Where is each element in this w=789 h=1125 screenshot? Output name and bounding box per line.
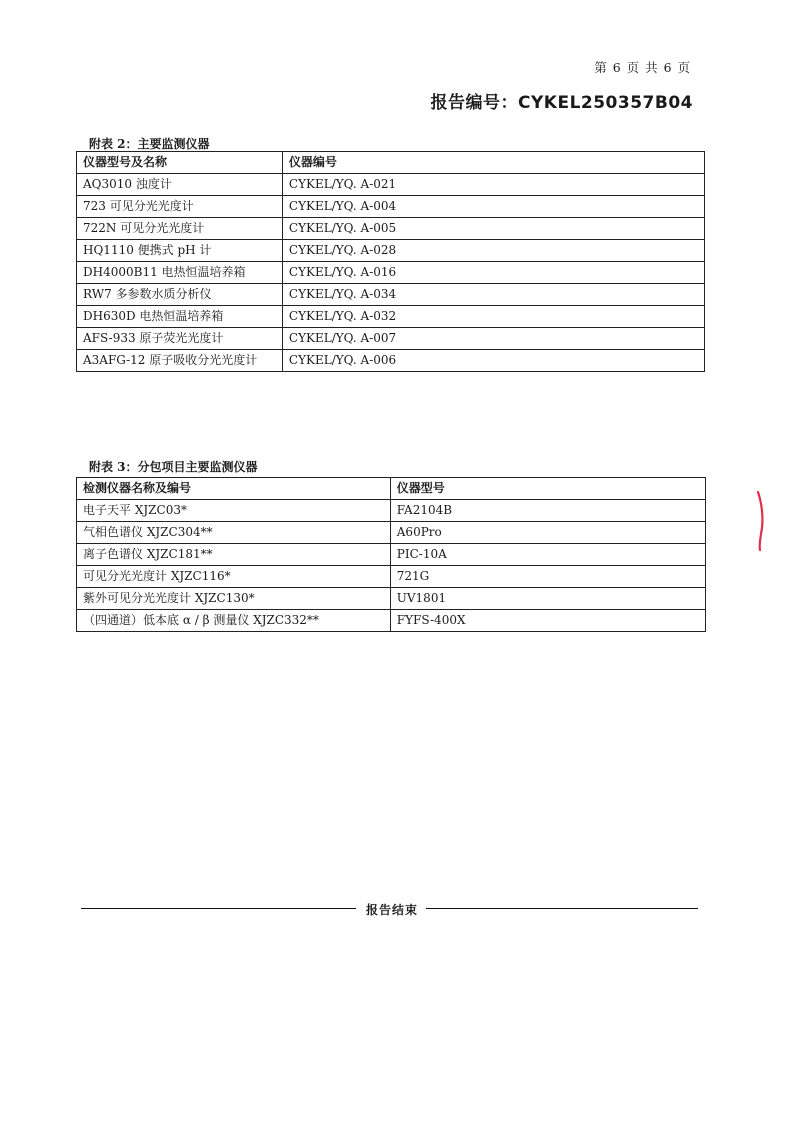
- table-row: [77, 284, 705, 306]
- table-cell: AQ3010 浊度计: [77, 174, 283, 196]
- table-row: [77, 544, 706, 566]
- table-cell: CYKEL/YQ. A-021: [282, 174, 704, 196]
- table3-header-name-id: 检测仪器名称及编号: [77, 478, 391, 500]
- table-row: [77, 218, 705, 240]
- table-row: [77, 328, 705, 350]
- table2-caption: 附表 2：主要监测仪器: [89, 137, 210, 151]
- report-number: 报告编号：CYKEL250357B04: [430, 93, 693, 113]
- table-row: [77, 566, 706, 588]
- table-cell: A3AFG-12 原子吸收分光光度计: [77, 350, 283, 372]
- table-cell: CYKEL/YQ. A-032: [282, 306, 704, 328]
- table3-header-model: 仪器型号: [390, 478, 705, 500]
- end-divider-left: [81, 908, 356, 909]
- table2-header-model-name: 仪器型号及名称: [77, 152, 283, 174]
- table-row: [77, 610, 706, 632]
- table2-main-instruments: [76, 151, 705, 372]
- table-cell: CYKEL/YQ. A-007: [282, 328, 704, 350]
- end-divider-right: [426, 908, 698, 909]
- table-cell: FYFS-400X: [390, 610, 705, 632]
- table-cell: CYKEL/YQ. A-005: [282, 218, 704, 240]
- table-row: [77, 522, 706, 544]
- page-number: 第 6 页 共 6 页: [594, 60, 691, 75]
- table-cell: HQ1110 便携式 pH 计: [77, 240, 283, 262]
- table-row: [77, 306, 705, 328]
- table-cell: 气相色谱仪 XJZC304**: [77, 522, 391, 544]
- table-cell: 离子色谱仪 XJZC181**: [77, 544, 391, 566]
- table-cell: 722N 可见分光光度计: [77, 218, 283, 240]
- table-cell: FA2104B: [390, 500, 705, 522]
- table2-header-row: [77, 152, 705, 174]
- table-cell: CYKEL/YQ. A-028: [282, 240, 704, 262]
- table2-header-instrument-id: 仪器编号: [282, 152, 704, 174]
- table-cell: DH630D 电热恒温培养箱: [77, 306, 283, 328]
- table3-subcontract-instruments: [76, 477, 706, 632]
- table-row: [77, 500, 706, 522]
- table-row: [77, 174, 705, 196]
- table-cell: CYKEL/YQ. A-016: [282, 262, 704, 284]
- table-row: [77, 240, 705, 262]
- table-cell: DH4000B11 电热恒温培养箱: [77, 262, 283, 284]
- table-cell: 紫外可见分光光度计 XJZC130*: [77, 588, 391, 610]
- table3-caption: 附表 3：分包项目主要监测仪器: [89, 460, 258, 474]
- report-end-text: 报告结束: [366, 903, 419, 917]
- table-cell: CYKEL/YQ. A-006: [282, 350, 704, 372]
- table-cell: A60Pro: [390, 522, 705, 544]
- red-seal-edge-mark: [754, 490, 766, 552]
- table-cell: AFS-933 原子荧光光度计: [77, 328, 283, 350]
- table3-header-row: [77, 478, 706, 500]
- table-cell: 723 可见分光光度计: [77, 196, 283, 218]
- table-cell: 电子天平 XJZC03*: [77, 500, 391, 522]
- table-row: [77, 350, 705, 372]
- table-cell: 可见分光光度计 XJZC116*: [77, 566, 391, 588]
- table-row: [77, 588, 706, 610]
- table-cell: UV1801: [390, 588, 705, 610]
- table-cell: CYKEL/YQ. A-004: [282, 196, 704, 218]
- table-row: [77, 196, 705, 218]
- table-row: [77, 262, 705, 284]
- table-cell: PIC-10A: [390, 544, 705, 566]
- table-cell: RW7 多参数水质分析仪: [77, 284, 283, 306]
- table-cell: CYKEL/YQ. A-034: [282, 284, 704, 306]
- table-cell: 721G: [390, 566, 705, 588]
- table-cell: （四通道）低本底 α / β 测量仪 XJZC332**: [77, 610, 391, 632]
